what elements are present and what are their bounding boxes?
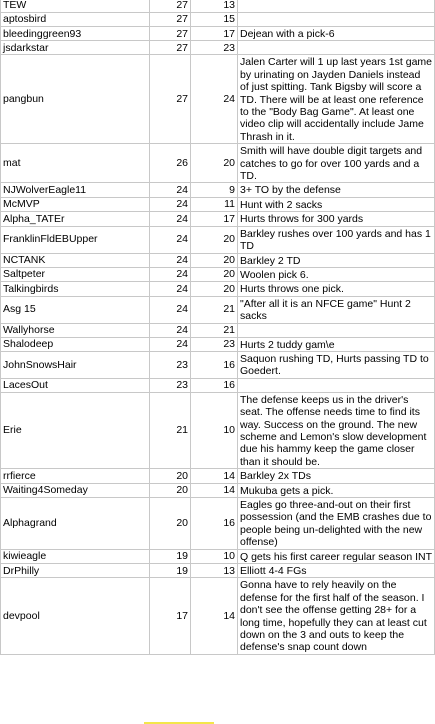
cell-eagles-score[interactable]: 24 (150, 226, 191, 253)
table-row (1, 296, 435, 323)
table-row (1, 351, 435, 378)
cell-prediction[interactable]: Hurts throws one pick. (238, 282, 435, 296)
cell-opponent-score[interactable]: 23 (191, 337, 238, 351)
cell-username[interactable]: DrPhilly (1, 564, 150, 578)
cell-username[interactable]: jsdarkstar (1, 41, 150, 55)
cell-opponent-score[interactable]: 16 (191, 498, 238, 550)
cell-username[interactable]: pangbun (1, 55, 150, 144)
table-row (1, 27, 435, 41)
cell-eagles-score[interactable]: 21 (150, 392, 191, 468)
table-row (1, 183, 435, 197)
cell-eagles-score[interactable]: 27 (150, 0, 191, 13)
cell-prediction[interactable]: Woolen pick 6. (238, 267, 435, 281)
cell-opponent-score[interactable]: 14 (191, 483, 238, 497)
cell-username[interactable]: JohnSnowsHair (1, 351, 150, 378)
cell-eagles-score[interactable]: 26 (150, 144, 191, 183)
cell-username[interactable]: Alpha_TATEr (1, 212, 150, 226)
cell-username[interactable]: McMVP (1, 197, 150, 211)
table-row (1, 337, 435, 351)
cell-username[interactable]: FranklinFldEBUpper (1, 226, 150, 253)
table-row (1, 212, 435, 226)
cell-opponent-score[interactable]: 21 (191, 323, 238, 337)
cell-opponent-score[interactable]: 14 (191, 578, 238, 654)
cell-eagles-score[interactable]: 20 (150, 498, 191, 550)
cell-username[interactable]: Talkingbirds (1, 282, 150, 296)
cell-eagles-score[interactable]: 27 (150, 27, 191, 41)
cell-eagles-score[interactable]: 17 (150, 578, 191, 654)
cell-username[interactable]: mat (1, 144, 150, 183)
cell-eagles-score[interactable]: 24 (150, 323, 191, 337)
cell-opponent-score[interactable]: 10 (191, 392, 238, 468)
cell-opponent-score[interactable]: 24 (191, 55, 238, 144)
cell-prediction[interactable]: Mukuba gets a pick. (238, 483, 435, 497)
cell-username[interactable]: rrfierce (1, 469, 150, 483)
cell-eagles-score[interactable]: 20 (150, 469, 191, 483)
table-row (1, 282, 435, 296)
cell-username[interactable]: NCTANK (1, 253, 150, 267)
cell-prediction[interactable] (238, 41, 435, 55)
cell-opponent-score[interactable]: 20 (191, 253, 238, 267)
cell-eagles-score[interactable]: 19 (150, 564, 191, 578)
cell-opponent-score[interactable]: 16 (191, 378, 238, 392)
table-row (1, 323, 435, 337)
cell-username[interactable]: kiwieagle (1, 549, 150, 563)
cell-prediction[interactable]: Dejean with a pick-6 (238, 27, 435, 41)
cell-username[interactable]: NJWolverEagle11 (1, 183, 150, 197)
cell-prediction[interactable]: Barkley 2 TD (238, 253, 435, 267)
table-row (1, 226, 435, 253)
cell-prediction[interactable]: Gonna have to rely heavily on the defense for the first half of the season. I don't see the offense getting 28+ for a long time, hopefully they can at least cut down on the 3 and outs to keep the defense's snap count down (238, 578, 435, 654)
cell-eagles-score[interactable]: 24 (150, 253, 191, 267)
table-row (1, 564, 435, 578)
table-row (1, 197, 435, 211)
cell-prediction[interactable]: Hunt with 2 sacks (238, 197, 435, 211)
cell-opponent-score[interactable]: 15 (191, 13, 238, 27)
cell-opponent-score[interactable]: 21 (191, 296, 238, 323)
cell-prediction[interactable]: Jalen Carter will 1 up last years 1st game by urinating on Jayden Daniels instead of just spitting. Tank Bigsby will score a TD. There will be at least one reference to the "Body Bag Game". At least one video clip will accidentally include Jame Thrash in it. (238, 55, 435, 144)
table-row (1, 144, 435, 183)
cell-username[interactable]: devpool (1, 578, 150, 654)
cell-prediction[interactable]: Q gets his first career regular season INT (238, 549, 435, 563)
cell-prediction[interactable]: Smith will have double digit targets and catches to go for over 100 yards and a TD. (238, 144, 435, 183)
cell-username[interactable]: Shalodeep (1, 337, 150, 351)
cell-username[interactable]: aptosbird (1, 13, 150, 27)
cell-username[interactable]: Erie (1, 392, 150, 468)
cell-opponent-score[interactable]: 20 (191, 282, 238, 296)
cell-eagles-score[interactable]: 19 (150, 549, 191, 563)
cell-eagles-score[interactable]: 23 (150, 351, 191, 378)
cell-opponent-score[interactable]: 20 (191, 226, 238, 253)
cell-username[interactable]: Saltpeter (1, 267, 150, 281)
table-row (1, 378, 435, 392)
cell-prediction[interactable]: Saquon rushing TD, Hurts passing TD to Goedert. (238, 351, 435, 378)
cell-username[interactable]: TEW (1, 0, 150, 13)
cell-prediction[interactable] (238, 323, 435, 337)
cell-opponent-score[interactable]: 13 (191, 0, 238, 13)
cell-prediction[interactable] (238, 0, 435, 13)
cell-eagles-score[interactable]: 24 (150, 212, 191, 226)
cell-prediction[interactable]: Elliott 4-4 FGs (238, 564, 435, 578)
cell-username[interactable]: Asg 15 (1, 296, 150, 323)
cell-eagles-score[interactable]: 24 (150, 282, 191, 296)
cell-eagles-score[interactable]: 24 (150, 296, 191, 323)
cell-username[interactable]: Alphagrand (1, 498, 150, 550)
cell-opponent-score[interactable]: 13 (191, 564, 238, 578)
table-row (1, 469, 435, 483)
table-row (1, 549, 435, 563)
cell-opponent-score[interactable]: 17 (191, 212, 238, 226)
cell-opponent-score[interactable]: 17 (191, 27, 238, 41)
cell-username[interactable]: bleedinggreen93 (1, 27, 150, 41)
cell-prediction[interactable] (238, 378, 435, 392)
cell-eagles-score[interactable]: 27 (150, 13, 191, 27)
cell-opponent-score[interactable]: 14 (191, 469, 238, 483)
cell-eagles-score[interactable]: 24 (150, 337, 191, 351)
cell-opponent-score[interactable]: 11 (191, 197, 238, 211)
table-row (1, 55, 435, 144)
cell-prediction[interactable]: Barkley 2x TDs (238, 469, 435, 483)
table-row (1, 498, 435, 550)
cell-eagles-score[interactable]: 24 (150, 267, 191, 281)
spreadsheet-body (1, 0, 435, 654)
cell-opponent-score[interactable]: 20 (191, 267, 238, 281)
table-row (1, 0, 435, 13)
cell-prediction[interactable] (238, 13, 435, 27)
cell-opponent-score[interactable]: 23 (191, 41, 238, 55)
table-row (1, 41, 435, 55)
cell-username[interactable]: Waiting4Someday (1, 483, 150, 497)
cell-prediction[interactable]: Hurts 2 tuddy gam\e (238, 337, 435, 351)
table-row (1, 483, 435, 497)
cell-eagles-score[interactable]: 24 (150, 197, 191, 211)
cell-prediction[interactable]: Barkley rushes over 100 yards and has 1 TD (238, 226, 435, 253)
table-row (1, 13, 435, 27)
cell-prediction[interactable]: The defense keeps us in the driver's seat. The offense needs time to find its way. Success on the ground. The new scheme and Lemon's slow development due his hammy keep the game closer than it should be. (238, 392, 435, 468)
cell-eagles-score[interactable]: 27 (150, 41, 191, 55)
cell-opponent-score[interactable]: 9 (191, 183, 238, 197)
cell-eagles-score[interactable]: 24 (150, 183, 191, 197)
cell-username[interactable]: Wallyhorse (1, 323, 150, 337)
cell-eagles-score[interactable]: 23 (150, 378, 191, 392)
cell-prediction[interactable]: 3+ TO by the defense (238, 183, 435, 197)
table-row (1, 392, 435, 468)
cell-prediction[interactable]: "After all it is an NFCE game" Hunt 2 sacks (238, 296, 435, 323)
cell-username[interactable]: LacesOut (1, 378, 150, 392)
cell-opponent-score[interactable]: 10 (191, 549, 238, 563)
cell-prediction[interactable]: Eagles go three-and-out on their first possession (and the EMB crashes due to people being un-delighted with the new offense) (238, 498, 435, 550)
cell-eagles-score[interactable]: 20 (150, 483, 191, 497)
table-row (1, 253, 435, 267)
table-row (1, 267, 435, 281)
table-row (1, 578, 435, 654)
cell-eagles-score[interactable]: 27 (150, 55, 191, 144)
cell-opponent-score[interactable]: 20 (191, 144, 238, 183)
cell-prediction[interactable]: Hurts throws for 300 yards (238, 212, 435, 226)
cell-opponent-score[interactable]: 16 (191, 351, 238, 378)
